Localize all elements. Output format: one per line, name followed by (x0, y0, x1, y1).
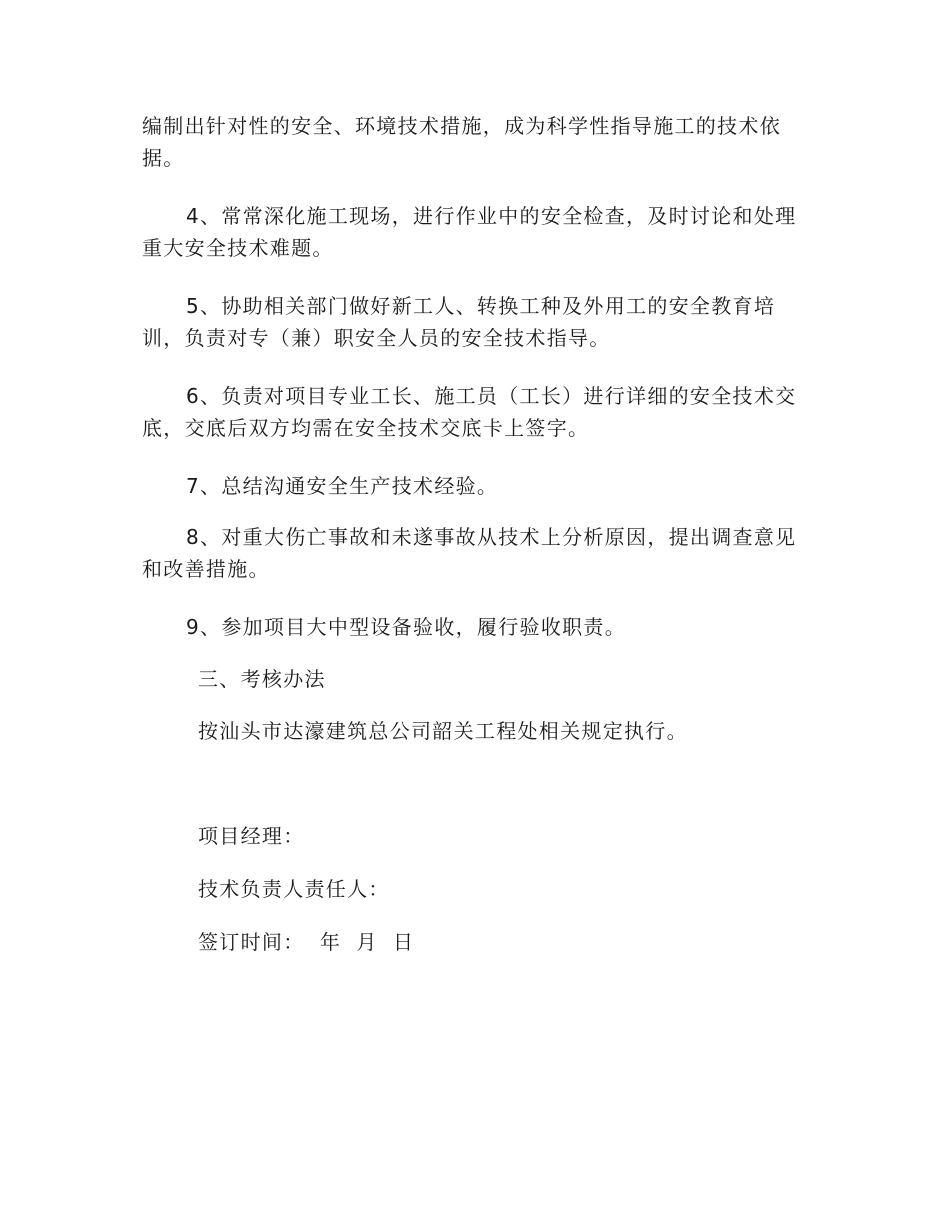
section-body: 按汕头市达濠建筑总公司韶关工程处相关规定执行。 (198, 719, 688, 743)
section-heading: 三、考核办法 (198, 667, 326, 691)
paragraph-line: 底，交底后双方均需在安全技术交底卡上签字。 (142, 416, 590, 440)
paragraph-line: 8、对重大伤亡事故和未遂事故从技术上分析原因，提出调查意见 (186, 525, 797, 549)
list-item-8 (142, 521, 812, 585)
paragraph-line: 重大安全技术难题。 (142, 236, 334, 260)
list-item-9 (142, 611, 812, 643)
paragraph-line: 编制出针对性的安全、环境技术措施，成为科学性指导施工的技术依 (142, 114, 781, 138)
signing-date-label: 签订时间： 年 月 日 (198, 930, 415, 954)
paragraph-line: 据。 (142, 146, 185, 170)
paragraph-line: 4、常常深化施工现场，进行作业中的安全检查，及时讨论和处理 (186, 204, 797, 228)
tech-lead-label: 技术负责人责任人： (198, 877, 390, 901)
paragraph-line: 和改善措施。 (142, 557, 270, 581)
list-item-5 (142, 290, 812, 354)
list-item-6 (142, 380, 812, 444)
paragraph-line: 6、负责对项目专业工长、施工员（工长）进行详细的安全技术交 (186, 384, 797, 408)
paragraph-line: 训，负责对专（兼）职安全人员的安全技术指导。 (142, 326, 611, 350)
list-item-4 (142, 200, 812, 264)
paragraph-line: 7、总结沟通安全生产技术经验。 (186, 474, 499, 498)
paragraph-continuation (142, 110, 812, 174)
paragraph-line: 5、协助相关部门做好新工人、转换工种及外用工的安全教育培 (186, 294, 776, 318)
project-manager-label: 项目经理： (198, 824, 305, 848)
paragraph-line: 9、参加项目大中型设备验收，履行验收职责。 (186, 615, 627, 639)
list-item-7 (142, 470, 812, 502)
